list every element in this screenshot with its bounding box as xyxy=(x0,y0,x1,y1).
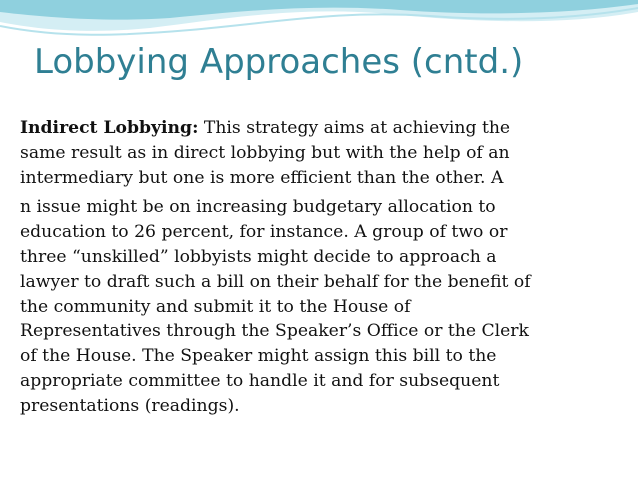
body-line-9: Representatives through the Speaker’s Office or the Clerk xyxy=(20,321,529,342)
body-line-8: the community and submit it to the House of xyxy=(20,296,411,317)
body-line-10: of the House. The Speaker might assign this bill to the xyxy=(20,346,497,367)
body-line-5: education to 26 percent, for instance. A group of two or xyxy=(20,222,508,243)
slide-title: Lobbying Approaches (cntd.) xyxy=(34,42,524,82)
body-line-7: lawyer to draft such a bill on their behalf for the benefit of xyxy=(20,271,531,292)
body-line-1-text: This strategy aims at achieving the xyxy=(198,118,511,138)
body-line-3: intermediary but one is more efficient than the other. A xyxy=(20,167,504,188)
body-line-4: n issue might be on increasing budgetary allocation to xyxy=(20,197,496,218)
body-line-12: presentations (readings). xyxy=(20,395,240,416)
body-line-11: appropriate committee to handle it and for subsequent xyxy=(20,370,500,391)
body-line-2: same result as in direct lobbying but with the help of an xyxy=(20,142,510,163)
body-line-6: three “unskilled” lobbyists might decide to approach a xyxy=(20,246,497,267)
indirect-lobbying-term: Indirect Lobbying: xyxy=(20,118,199,138)
slide-body-text xyxy=(20,116,620,419)
body-line-1 xyxy=(20,116,620,141)
